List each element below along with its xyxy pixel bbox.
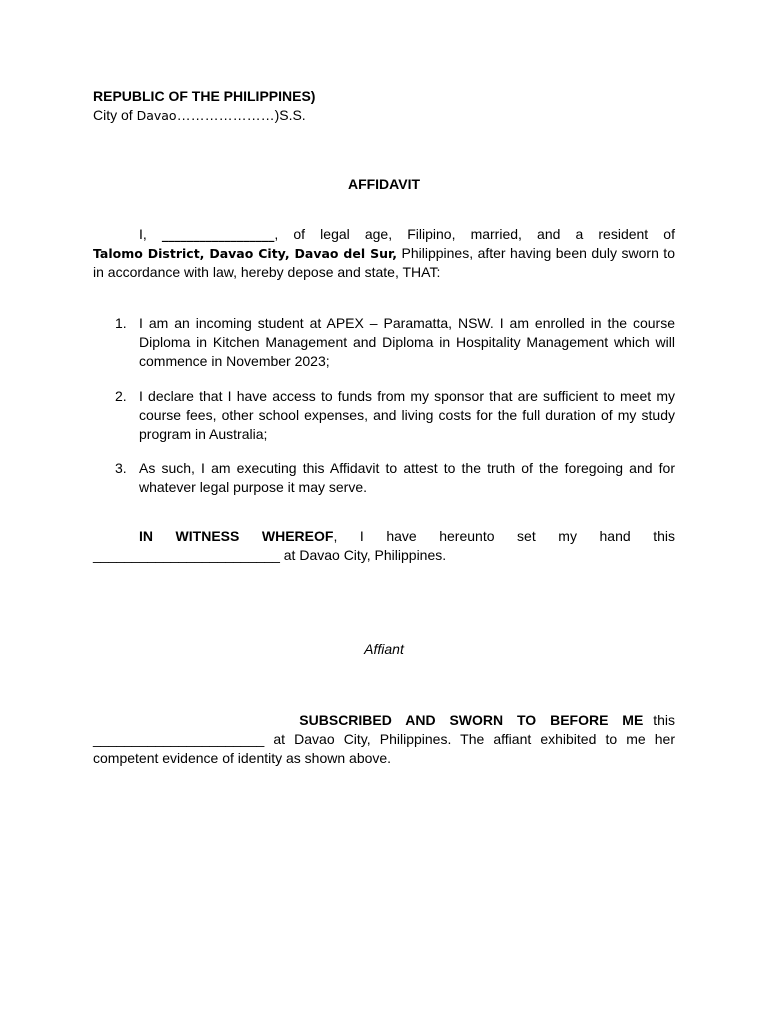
list-item: [93, 387, 675, 444]
document-title: AFFIDAVIT: [347, 176, 421, 192]
venue-ss: )S.S.: [274, 107, 306, 123]
venue-block: [93, 87, 675, 125]
intro-i: I,: [139, 226, 162, 242]
intro-line-rest: [93, 244, 675, 282]
statement-list: [93, 314, 675, 371]
witness-line-2: [93, 546, 675, 565]
witness-text: , I have hereunto set my hand this: [333, 528, 675, 544]
witness-date-blank: ________________________: [93, 547, 280, 563]
item-number: 2.: [115, 388, 127, 404]
jurat-date-blank: ______________________: [93, 731, 265, 747]
jurat-this: this: [649, 712, 675, 728]
item-text: I declare that I have access to funds from my sponsor that are sufficient to meet my course fees, other school expenses, and living costs for the full duration of my study program in Australia;: [139, 388, 675, 442]
venue-city-dots: …………………: [176, 107, 275, 123]
intro-rest: Philippines, after having been duly sworn to in accordance with law, hereby depose and state, THAT:: [93, 245, 675, 280]
intro-paragraph: [93, 225, 675, 282]
venue-city-prefix: City of: [93, 107, 137, 123]
jurat-lead: SUBSCRIBED AND SWORN TO BEFORE ME: [299, 712, 644, 728]
item-text: I am an incoming student at APEX – Paramatta, NSW. I am enrolled in the course Diploma in Kitchen Management and Diploma in Hospitality Management which will commence in November 2023;: [139, 315, 675, 369]
jurat-text: at Davao City, Philippines. The affiant exhibited to me her competent evidence of identity as shown above.: [93, 731, 675, 766]
witness-lead: IN WITNESS WHEREOF: [139, 528, 334, 544]
affiant-label: Affiant: [364, 641, 404, 657]
jurat-paragraph: [93, 711, 675, 768]
witness-place: at Davao City, Philippines.: [279, 547, 447, 563]
item-number: 1.: [115, 315, 127, 331]
intro-after-name: , of legal age, Filipino, married, and a resident of: [274, 226, 675, 242]
intro-line-1: [93, 225, 675, 244]
witness-paragraph: [93, 527, 675, 565]
venue-city-name: Davao: [136, 108, 177, 123]
statement-list-3: [93, 459, 675, 497]
jurat-line-1: [93, 711, 675, 730]
witness-line-1: [93, 527, 675, 546]
affiant-name-blank: __________________: [161, 227, 275, 242]
list-item: [93, 314, 675, 371]
statement-list-2: [93, 387, 675, 444]
jurat-line-rest: [93, 730, 675, 768]
intro-residence: Talomo District, Davao City, Davao del Sur,: [93, 246, 398, 261]
item-number: 3.: [115, 460, 127, 476]
list-item: [93, 459, 675, 497]
venue-republic: REPUBLIC OF THE PHILIPPINES): [93, 88, 316, 104]
item-text: As such, I am executing this Affidavit to attest to the truth of the foregoing and for whatever legal purpose it may serve.: [139, 460, 675, 495]
venue-city: [93, 106, 675, 125]
